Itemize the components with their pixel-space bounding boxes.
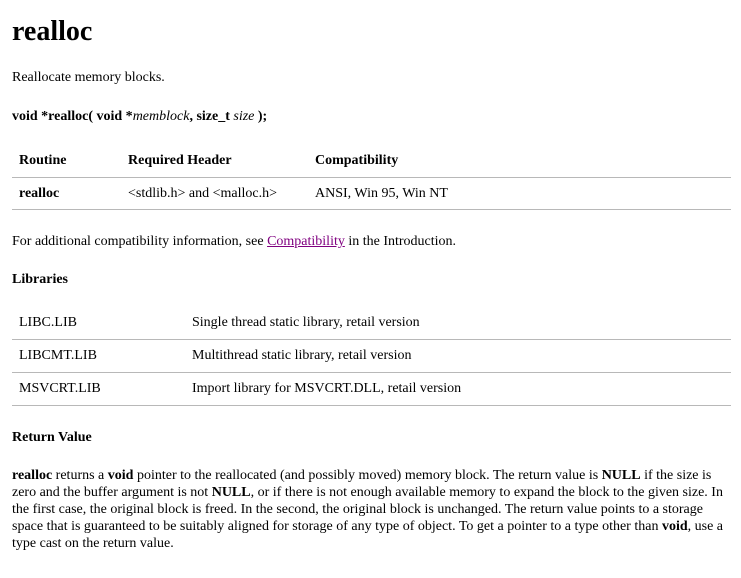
library-row bbox=[12, 340, 731, 373]
page-title: realloc bbox=[12, 16, 93, 47]
compatibility-note bbox=[12, 233, 456, 250]
rv-void: void bbox=[107, 468, 134, 483]
libraries-table bbox=[12, 307, 731, 406]
rv-text: , or if there is not enough available memory to expand the block to the given size. In the first case, the original block is freed. In the second, the original block is unchanged. The return value points to a storage space that is guaranteed to be suitably aligned for storage of any type of object. To get a pointer to a type other than bbox=[12, 485, 723, 534]
compat-note-after: in the Introduction. bbox=[344, 234, 457, 249]
cell-required-header: <stdlib.h> and <malloc.h> bbox=[121, 178, 308, 210]
return-value-text bbox=[12, 467, 731, 552]
routine-table bbox=[12, 145, 731, 210]
library-name: MSVCRT.LIB bbox=[12, 373, 185, 406]
function-signature bbox=[12, 108, 267, 125]
library-description: Import library for MSVCRT.DLL, retail version bbox=[185, 373, 731, 406]
rv-void: void bbox=[661, 519, 688, 534]
compat-note-before: For additional compatibility information, see bbox=[12, 234, 268, 249]
library-description: Single thread static library, retail version bbox=[185, 307, 731, 340]
return-value-heading: Return Value bbox=[12, 430, 92, 445]
rv-null: NULL bbox=[211, 485, 251, 500]
libraries-heading: Libraries bbox=[12, 272, 68, 287]
cell-compatibility: ANSI, Win 95, Win NT bbox=[308, 178, 731, 210]
rv-text: pointer to the reallocated (and possibly moved) memory block. The return value is bbox=[133, 468, 602, 483]
signature-prefix: void *realloc( void * bbox=[12, 109, 133, 124]
summary-text: Reallocate memory blocks. bbox=[12, 70, 165, 85]
library-description: Multithread static library, retail version bbox=[185, 340, 731, 373]
rv-realloc: realloc bbox=[12, 468, 53, 483]
cell-routine: realloc bbox=[12, 178, 121, 210]
library-name: LIBC.LIB bbox=[12, 307, 185, 340]
rv-text: if the size is zero and the buffer argument is not bbox=[12, 468, 712, 500]
header-routine: Routine bbox=[12, 145, 121, 178]
routine-table-header-row bbox=[12, 145, 731, 178]
compatibility-link[interactable]: Compatibility bbox=[267, 234, 345, 249]
library-name: LIBCMT.LIB bbox=[12, 340, 185, 373]
rv-null: NULL bbox=[601, 468, 641, 483]
rv-text: returns a bbox=[52, 468, 108, 483]
signature-mid: , size_t bbox=[189, 109, 234, 124]
routine-table-row bbox=[12, 178, 731, 210]
rv-text: , use a type cast on the return value. bbox=[12, 519, 724, 551]
library-row bbox=[12, 307, 731, 340]
signature-suffix: ); bbox=[254, 109, 268, 124]
header-required-header: Required Header bbox=[121, 145, 308, 178]
signature-param-memblock: memblock bbox=[132, 109, 190, 124]
library-row bbox=[12, 373, 731, 406]
header-compatibility: Compatibility bbox=[308, 145, 731, 178]
signature-param-size: size bbox=[233, 109, 255, 124]
